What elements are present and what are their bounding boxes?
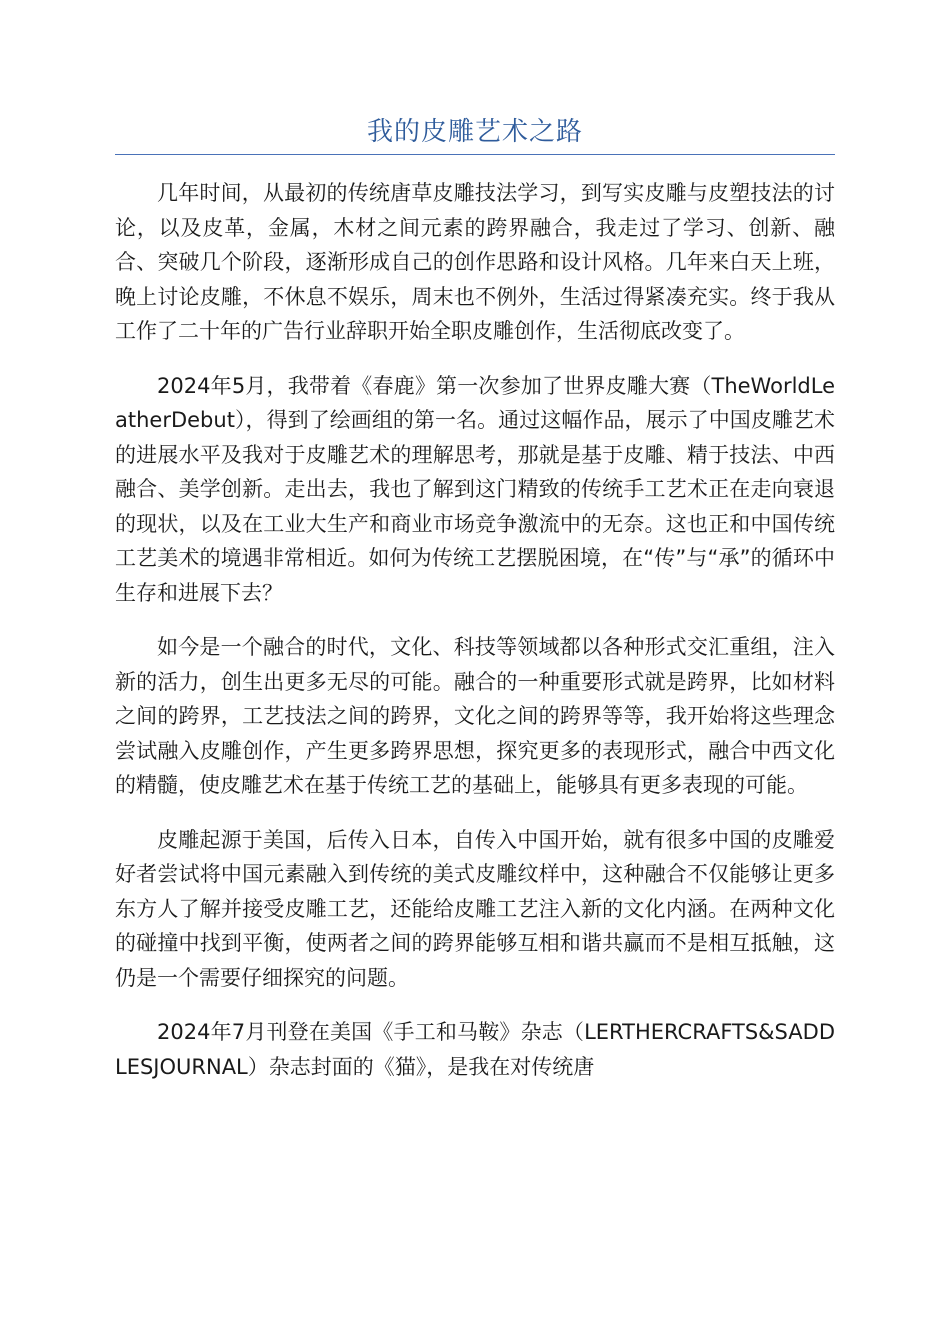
paragraph-2: 2024年5月，我带着《春鹿》第一次参加了世界皮雕大赛（TheWorldLeatherDebut），得到了绘画组的第一名。通过这幅作品，展示了中国皮雕艺术的进展水平及我对于皮雕艺术的理解思考，那就是基于皮雕、精于技法、中西融合、美学创新。走出去，我也了解到这门精致的传统手工艺术正在走向衰退的现状，以及在工业大生产和商业市场竞争激流中的无奈。这也正和中国传统工艺美术的境遇非常相近。如何为传统工艺摆脱困境，在“传”与“承”的循环中生存和进展下去？ xyxy=(115,373,835,605)
article-body xyxy=(115,176,835,1104)
paragraph-4: 皮雕起源于美国，后传入日本，自传入中国开始，就有很多中国的皮雕爱好者尝试将中国元素融入到传统的美式皮雕纹样中，这种融合不仅能够让更多东方人了解并接受皮雕工艺，还能给皮雕工艺注入新的文化内涵。在两种文化的碰撞中找到平衡，使两者之间的跨界能够互相和谐共赢而不是相互抵触，这仍是一个需要仔细探究的问题。 xyxy=(115,827,835,990)
title-underline xyxy=(115,154,835,155)
paragraph-3: 如今是一个融合的时代，文化、科技等领域都以各种形式交汇重组，注入新的活力，创生出更多无尽的可能。融合的一种重要形式就是跨界，比如材料之间的跨界，工艺技法之间的跨界，文化之间的跨界等等，我开始将这些理念尝试融入皮雕创作，产生更多跨界思想，探究更多的表现形式，融合中西文化的精髓，使皮雕艺术在基于传统工艺的基础上，能够具有更多表现的可能。 xyxy=(115,635,835,797)
paragraph-1: 几年时间，从最初的传统唐草皮雕技法学习，到写实皮雕与皮塑技法的讨论，以及皮革，金属，木材之间元素的跨界融合，我走过了学习、创新、融合、突破几个阶段，逐渐形成自己的创作思路和设计风格。几年来白天上班，晚上讨论皮雕，不休息不娱乐，周末也不例外，生活过得紧凑充实。终于我从工作了二十年的广告行业辞职开始全职皮雕创作，生活彻底改变了。 xyxy=(115,181,835,343)
page-title: 我的皮雕艺术之路 xyxy=(366,117,583,147)
paragraph-5: 2024年7月刊登在美国《手工和马鞍》杂志（LERTHERCRAFTS&SADDLESJOURNAL）杂志封面的《猫》，是我在对传统唐 xyxy=(115,1020,835,1079)
